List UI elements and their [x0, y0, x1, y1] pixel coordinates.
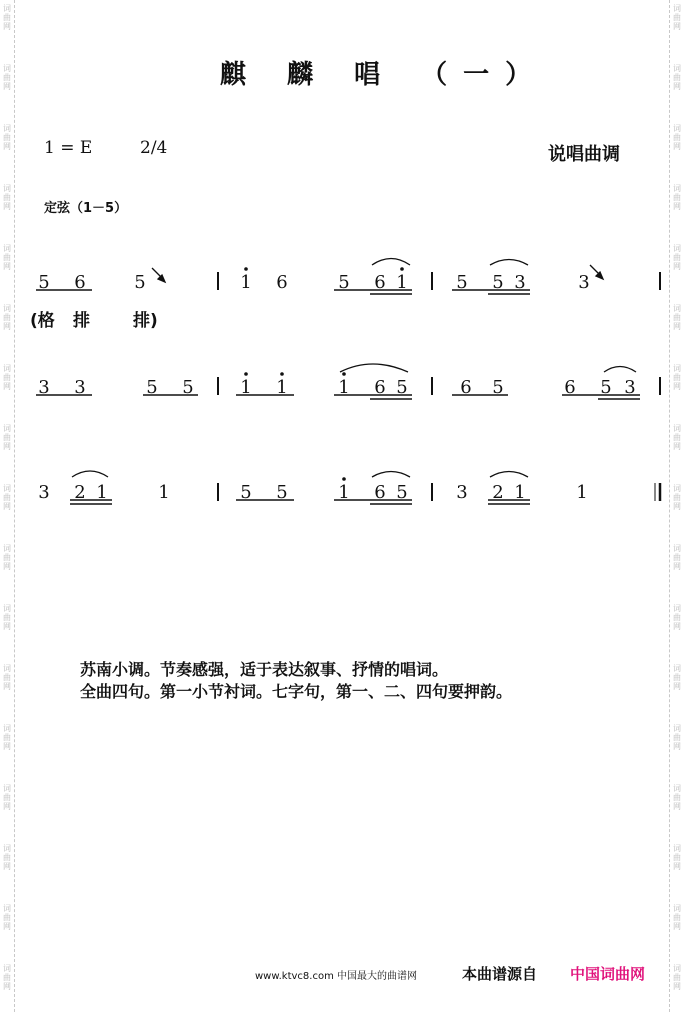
watermark-text: 词 曲 网	[3, 904, 11, 931]
watermark-text: 词 曲 网	[673, 724, 681, 751]
note-row2-3: 5	[182, 377, 194, 398]
watermark-text: 词 曲 网	[3, 784, 11, 811]
note-row1-2: 5	[134, 272, 146, 293]
watermark-text: 词 曲 网	[673, 544, 681, 571]
watermark-text: 词 曲 网	[673, 124, 681, 151]
note-row1-3: 1	[240, 272, 252, 293]
note-row1-6: 6	[374, 272, 386, 293]
watermark-text: 词 曲 网	[3, 544, 11, 571]
note-row3-6: 1	[338, 482, 350, 503]
note-row1-9: 5	[492, 272, 504, 293]
watermark-text: 词 曲 网	[673, 904, 681, 931]
note-row1-11: 3	[578, 272, 590, 293]
watermark-text: 词 曲 网	[3, 124, 11, 151]
watermark-text: 词 曲 网	[3, 424, 11, 451]
slurs	[72, 259, 636, 478]
note-row3-12: 1	[576, 482, 588, 503]
note-row2-2: 5	[146, 377, 158, 398]
note-row3-1: 2	[74, 482, 86, 503]
note-row2-9: 6	[460, 377, 472, 398]
note-row2-1: 3	[74, 377, 86, 398]
note-row2-12: 5	[600, 377, 612, 398]
watermark-text: 词 曲 网	[673, 4, 681, 31]
watermark-text: 词 曲 网	[673, 244, 681, 271]
note-row2-7: 6	[374, 377, 386, 398]
note-row2-13: 3	[624, 377, 636, 398]
note-row3-7: 6	[374, 482, 386, 503]
note-row1-4: 6	[276, 272, 288, 293]
note-row3-4: 5	[240, 482, 252, 503]
lyric-word-3: 排)	[133, 311, 158, 331]
note-digits	[38, 267, 635, 503]
note-row2-11: 6	[564, 377, 576, 398]
note-row1-10: 3	[514, 272, 526, 293]
note-row2-0: 3	[38, 377, 50, 398]
note-row1-7: 1	[396, 272, 408, 293]
note-row1-0: 5	[38, 272, 50, 293]
song-title: 麒 麟 唱 （一）	[220, 60, 548, 90]
note-row2-5: 1	[276, 377, 288, 398]
octave-dot	[342, 477, 346, 481]
watermark-text: 词 曲 网	[3, 964, 11, 991]
note-row3-11: 1	[514, 482, 526, 503]
watermark-text: 词 曲 网	[673, 664, 681, 691]
watermark-text: 词 曲 网	[3, 184, 11, 211]
note-row2-10: 5	[492, 377, 504, 398]
note-row3-9: 3	[456, 482, 468, 503]
string-tuning: 定弦（1－5）	[44, 201, 128, 216]
watermark-text: 词 曲 网	[673, 64, 681, 91]
watermark-text: 词 曲 网	[673, 964, 681, 991]
note-row3-0: 3	[38, 482, 50, 503]
footer-url: www.ktvc8.com 中国最大的曲谱网	[255, 971, 418, 982]
watermark-text: 词 曲 网	[673, 484, 681, 511]
lyric-word-2: 排	[73, 311, 90, 331]
watermark-text: 词 曲 网	[3, 244, 11, 271]
watermark-text: 词 曲 网	[3, 484, 11, 511]
note-row1-8: 5	[456, 272, 468, 293]
note-row2-6: 1	[338, 377, 350, 398]
note-row1-5: 5	[338, 272, 350, 293]
watermark-text: 词 曲 网	[673, 184, 681, 211]
watermark-text: 词 曲 网	[673, 604, 681, 631]
footer-source: 本曲谱源自	[462, 965, 538, 983]
note-row2-4: 1	[240, 377, 252, 398]
watermark-text: 词 曲 网	[3, 604, 11, 631]
note-row1-1: 6	[74, 272, 86, 293]
time-signature: 2/4	[140, 138, 168, 158]
octave-dot	[244, 372, 248, 376]
footer-brand: 中国词曲网	[570, 965, 646, 983]
watermark-text: 词 曲 网	[673, 784, 681, 811]
watermark-text: 词 曲 网	[673, 424, 681, 451]
octave-dot	[280, 372, 284, 376]
note-row3-10: 2	[492, 482, 504, 503]
note-row3-5: 5	[276, 482, 288, 503]
tune-type: 说唱曲调	[548, 144, 620, 165]
watermark-text: 词 曲 网	[3, 364, 11, 391]
watermark-text: 词 曲 网	[673, 364, 681, 391]
watermark-text: 词 曲 网	[3, 304, 11, 331]
note-row3-3: 1	[158, 482, 170, 503]
watermark-text: 词 曲 网	[3, 724, 11, 751]
description-line-2: 全曲四句。第一小节衬词。七字句，第一、二、四句要押韵。	[80, 682, 513, 701]
note-row3-8: 5	[396, 482, 408, 503]
watermark-text: 词 曲 网	[673, 304, 681, 331]
note-row2-8: 5	[396, 377, 408, 398]
watermark-text: 词 曲 网	[3, 844, 11, 871]
note-row3-2: 1	[96, 482, 108, 503]
watermark-text: 词 曲 网	[3, 4, 11, 31]
lyric-word-1: (格	[30, 311, 55, 331]
key-signature: 1 = E	[44, 138, 93, 158]
octave-dot	[342, 372, 346, 376]
octave-dot	[400, 267, 404, 271]
octave-dot	[244, 267, 248, 271]
watermark-text: 词 曲 网	[673, 844, 681, 871]
watermark-text: 词 曲 网	[3, 64, 11, 91]
watermark-text: 词 曲 网	[3, 664, 11, 691]
description-line-1: 苏南小调。节奏感强，适于表达叙事、抒情的唱词。	[80, 660, 449, 679]
